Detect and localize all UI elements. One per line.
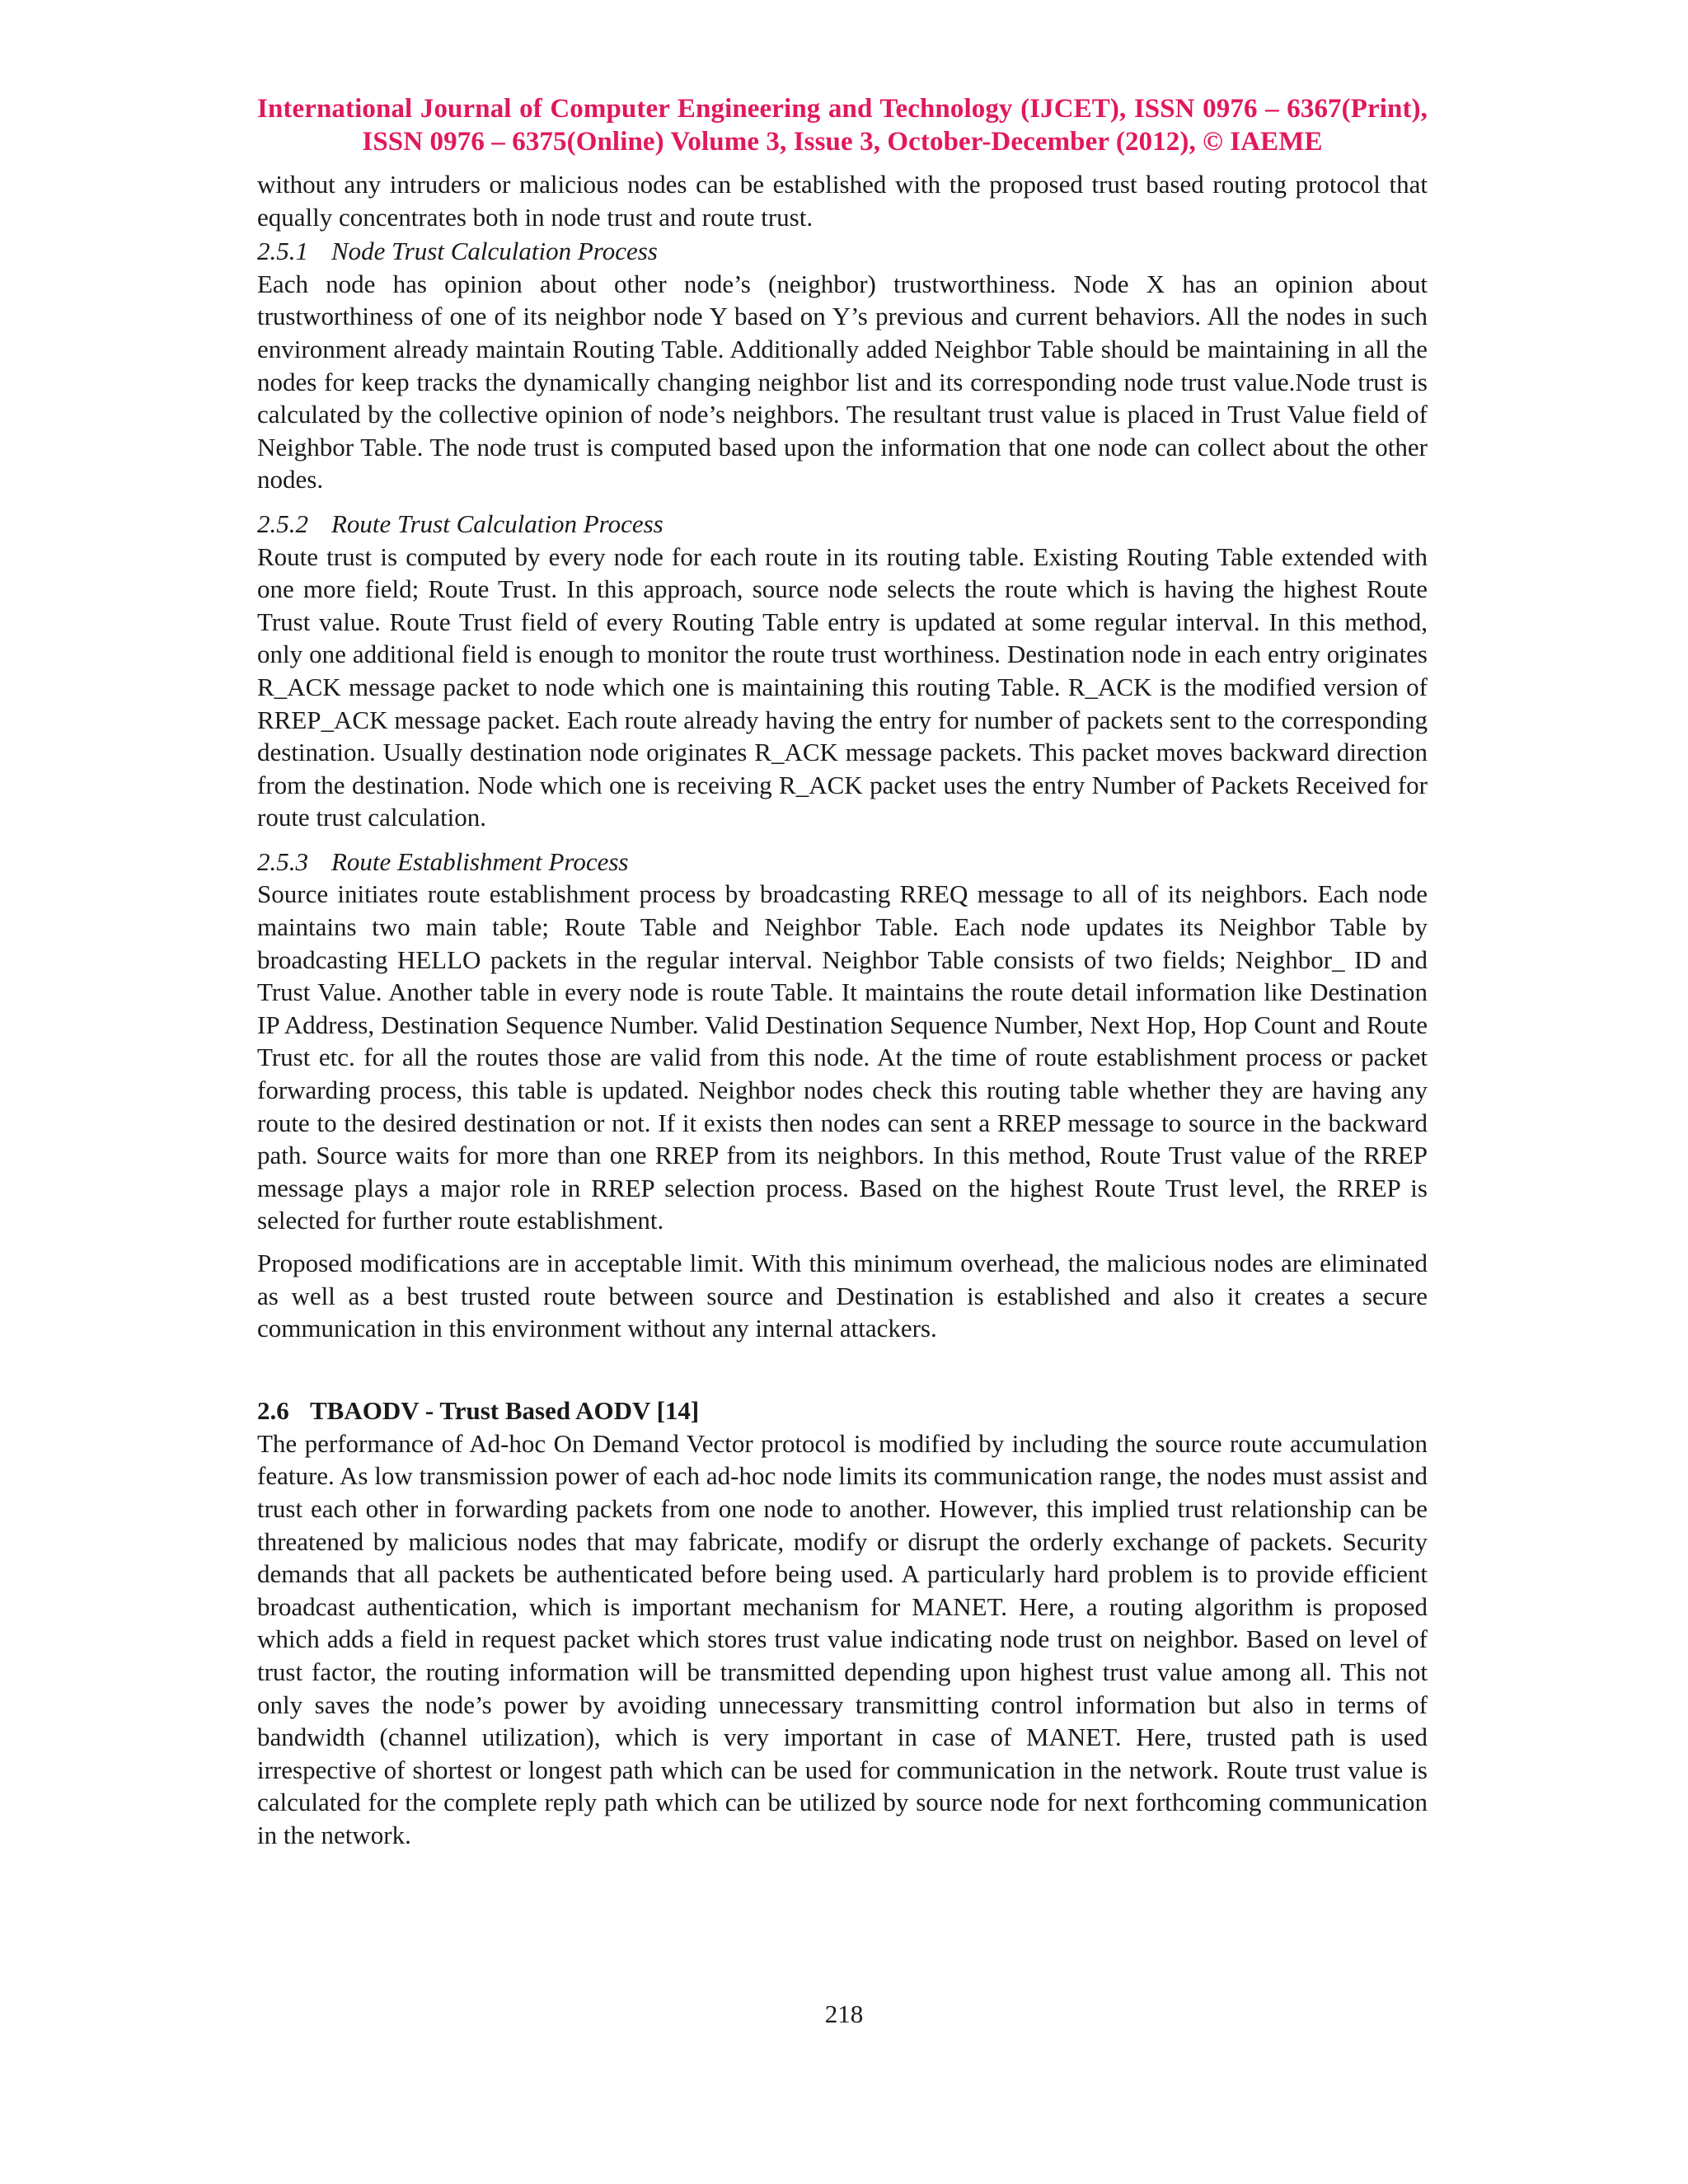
section-title: TBAODV - Trust Based AODV [14] [310,1395,700,1425]
subsection-number: 2.5.2 [257,509,308,538]
section-number: 2.6 [257,1395,289,1425]
subsection-title: Route Establishment Process [331,846,629,876]
subsection-heading-2-5-3 [257,846,1428,879]
subsection-number: 2.5.3 [257,846,308,876]
subsection-number: 2.5.1 [257,237,308,266]
subsection-heading-2-5-2 [257,508,1428,541]
subsection-body-2-5-1: Each node has opinion about other node’s (neighbor) trustworthiness. Node X has an opinion about trustworthiness of one of its neighbor node Y based on Y’s previous and current behaviors. All the nodes in such environment already maintain Routing Table. Additionally added Neighbor Table should be maintaining in all the nodes for keep tracks the dynamically changing neighbor list and its corresponding node trust value.Node trust is calculated by the collective opinion of node’s neighbors. The resultant trust value is placed in Trust Value field of Neighbor Table. The node trust is computed based upon the information that one node can collect about the other nodes. [257,269,1428,494]
subsection-title: Node Trust Calculation Process [331,237,658,266]
subsection-body-2-5-2: Route trust is computed by every node for each route in its routing table. Existing Routing Table extended with one more field; Route Trust. In this approach, source node selects the route which is having the highest Route Trust value. Route Trust field of every Routing Table entry is updated at some regular interval. In this method, only one additional field is enough to monitor the route trust worthiness. Destination node in each entry originates R_ACK message packet to node which one is maintaining this routing Table. R_ACK is the modified version of RREP_ACK message packet. Each route already having the entry for number of packets sent to the corresponding destination. Usually destination node originates R_ACK message packets. This packet moves backward direction from the destination. Node which one is receiving R_ACK packet uses the entry Number of Packets Received for route trust calculation. [257,541,1428,832]
subsection-heading-2-5-1 [257,235,1428,268]
subsection-body-2-5-3: Source initiates route establishment process by broadcasting RREQ message to all of its neighbors. Each node maintains two main table; Route Table and Neighbor Table. Each node updates its Neighbor Table by broadcasting HELLO packets in the regular interval. Neighbor Table consists of two fields; Neighbor_ ID and Trust Value. Another table in every node is route Table. It maintains the route detail information like Destination IP Address, Destination Sequence Number. Valid Destination Sequence Number, Next Hop, Hop Count and Route Trust etc. for all the routes those are valid from this node. At the time of route establishment process or packet forwarding process, this table is updated. Neighbor nodes check this routing table whether they are having any route to the desired destination or not. If it exists then nodes can sent a RREP message to source in the backward path. Source waits for more than one RREP from its neighbors. In this method, Route Trust value of the RREP message plays a major role in RREP selection process. Based on the highest Route Trust level, the RREP is selected for further route establishment. [257,879,1428,1235]
journal-header: International Journal of Computer Engineering and Technology (IJCET), ISSN 0976 – 6367(Print), ISSN 0976 – 6375(Online) Volume 3, Issue 3, October-December (2012), © IAEME [257,94,1428,157]
subsection-title: Route Trust Calculation Process [331,509,663,538]
summary-paragraph: Proposed modifications are in acceptable limit. With this minimum overhead, the malicious nodes are eliminated as well as a best trusted route between source and Destination is established and also it creates a secure communication in this environment without any internal attackers. [257,1249,1428,1343]
page-content [257,92,1428,1852]
section-heading-2-6 [257,1394,1428,1427]
page-number: 218 [824,1999,864,2028]
section-body-2-6: The performance of Ad-hoc On Demand Vector protocol is modified by including the source route accumulation feature. As low transmission power of each ad-hoc node limits its communication range, the nodes must assist and trust each other in forwarding packets from one node to another. However, this implied trust relationship can be threatened by malicious nodes that may fabricate, modify or disrupt the orderly exchange of packets. Security demands that all packets be authenticated before being used. A particularly hard problem is to provide efficient broadcast authentication, which is important mechanism for MANET. Here, a routing algorithm is proposed which adds a field in request packet which stores trust value indicating node trust on neighbor. Based on level of trust factor, the routing information will be transmitted depending upon highest trust value among all. This not only saves the node’s power by avoiding unnecessary transmitting control information but also in terms of bandwidth (channel utilization), which is very important in case of MANET. Here, trusted path is used irrespective of shortest or longest path which can be used for communication in the network. Route trust value is calculated for the complete reply path which can be utilized by source node for next forthcoming communication in the network. [257,1428,1428,1849]
intro-paragraph: without any intruders or malicious nodes can be established with the proposed trust based routing protocol that equally concentrates both in node trust and route trust. [257,170,1428,232]
